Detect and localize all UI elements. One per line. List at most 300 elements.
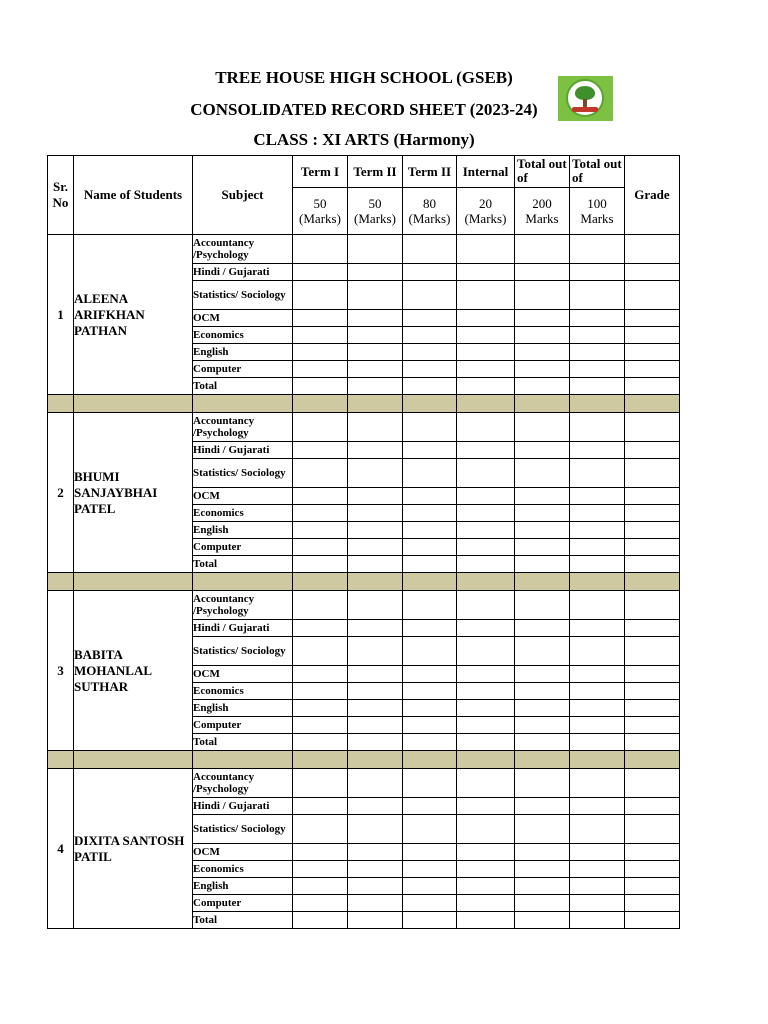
separator-cell (570, 751, 625, 769)
marks-entry-cell[interactable] (403, 844, 457, 861)
marks-entry-cell[interactable] (403, 310, 457, 327)
marks-entry-cell[interactable] (625, 281, 680, 310)
class-line: CLASS : XI ARTS (Harmony) (253, 130, 475, 149)
marks-entry-cell[interactable] (348, 488, 403, 505)
marks-entry-cell[interactable] (570, 264, 625, 281)
marks-entry-cell[interactable] (293, 620, 348, 637)
marks-entry-cell[interactable] (515, 815, 570, 844)
marks-entry-cell[interactable] (403, 734, 457, 751)
marks-entry-cell[interactable] (457, 344, 515, 361)
marks-entry-cell[interactable] (515, 361, 570, 378)
marks-entry-cell[interactable] (625, 361, 680, 378)
marks-entry-cell[interactable] (348, 637, 403, 666)
separator-cell (193, 573, 293, 591)
marks-entry-cell[interactable] (403, 861, 457, 878)
marks-entry-cell[interactable] (293, 361, 348, 378)
marks-entry-cell[interactable] (403, 700, 457, 717)
sheet-title: CONSOLIDATED RECORD SHEET (2023-24) (190, 100, 538, 119)
marks-entry-cell[interactable] (348, 505, 403, 522)
marks-entry-cell[interactable] (293, 717, 348, 734)
marks-entry-cell[interactable] (348, 591, 403, 620)
marks-entry-cell[interactable] (625, 327, 680, 344)
marks-entry-cell[interactable] (293, 310, 348, 327)
marks-entry-cell[interactable] (293, 591, 348, 620)
separator-cell (293, 573, 348, 591)
record-table (47, 155, 680, 929)
term-header: Term II (403, 156, 457, 188)
marks-entry-cell[interactable] (403, 264, 457, 281)
marks-entry-cell[interactable] (515, 442, 570, 459)
marks-entry-cell[interactable] (348, 861, 403, 878)
marks-entry-cell[interactable] (293, 734, 348, 751)
marks-entry-cell[interactable] (570, 413, 625, 442)
marks-entry-cell[interactable] (293, 769, 348, 798)
logo-trunk (583, 99, 587, 107)
marks-entry-cell[interactable] (293, 666, 348, 683)
marks-entry-cell[interactable] (625, 798, 680, 815)
table-row (48, 235, 680, 264)
marks-entry-cell[interactable] (457, 556, 515, 573)
marks-entry-cell[interactable] (457, 522, 515, 539)
marks-entry-cell[interactable] (625, 861, 680, 878)
subject-cell: Computer (193, 539, 293, 556)
marks-entry-cell[interactable] (570, 878, 625, 895)
separator-cell (74, 395, 193, 413)
marks-entry-cell[interactable] (515, 459, 570, 488)
marks-entry-cell[interactable] (515, 539, 570, 556)
subject-cell: Total (193, 734, 293, 751)
subject-cell: Accountancy /Psychology (193, 591, 293, 620)
marks-entry-cell[interactable] (570, 488, 625, 505)
marks-entry-cell[interactable] (570, 522, 625, 539)
marks-header: 50 (Marks) (348, 188, 403, 235)
marks-entry-cell[interactable] (570, 861, 625, 878)
separator-cell (48, 751, 74, 769)
marks-entry-cell[interactable] (515, 505, 570, 522)
separator-cell (570, 395, 625, 413)
separator-cell (403, 573, 457, 591)
marks-entry-cell[interactable] (457, 637, 515, 666)
marks-entry-cell[interactable] (293, 878, 348, 895)
marks-entry-cell[interactable] (515, 912, 570, 929)
marks-entry-cell[interactable] (625, 700, 680, 717)
marks-entry-cell[interactable] (625, 666, 680, 683)
marks-entry-cell[interactable] (348, 620, 403, 637)
marks-entry-cell[interactable] (515, 327, 570, 344)
marks-entry-cell[interactable] (570, 666, 625, 683)
marks-entry-cell[interactable] (515, 281, 570, 310)
marks-entry-cell[interactable] (515, 378, 570, 395)
separator-cell (515, 751, 570, 769)
subject-cell: Accountancy /Psychology (193, 413, 293, 442)
marks-entry-cell[interactable] (625, 717, 680, 734)
marks-entry-cell[interactable] (570, 844, 625, 861)
subject-cell: Total (193, 556, 293, 573)
marks-entry-cell[interactable] (293, 378, 348, 395)
marks-entry-cell[interactable] (515, 556, 570, 573)
subject-cell: English (193, 344, 293, 361)
marks-header: 100 Marks (570, 188, 625, 235)
marks-entry-cell[interactable] (348, 734, 403, 751)
marks-entry-cell[interactable] (457, 591, 515, 620)
marks-entry-cell[interactable] (515, 637, 570, 666)
student-name: BABITA MOHANLAL SUTHAR (74, 591, 193, 751)
marks-entry-cell[interactable] (515, 683, 570, 700)
marks-entry-cell[interactable] (403, 488, 457, 505)
marks-entry-cell[interactable] (403, 717, 457, 734)
marks-entry-cell[interactable] (515, 666, 570, 683)
separator-cell (293, 751, 348, 769)
marks-entry-cell[interactable] (625, 895, 680, 912)
marks-entry-cell[interactable] (625, 459, 680, 488)
marks-entry-cell[interactable] (403, 327, 457, 344)
marks-entry-cell[interactable] (403, 798, 457, 815)
marks-entry-cell[interactable] (570, 378, 625, 395)
marks-entry-cell[interactable] (570, 717, 625, 734)
marks-entry-cell[interactable] (625, 310, 680, 327)
marks-entry-cell[interactable] (403, 591, 457, 620)
separator-row (48, 751, 680, 769)
marks-entry-cell[interactable] (293, 264, 348, 281)
serial-number: 4 (48, 769, 74, 929)
marks-entry-cell[interactable] (348, 361, 403, 378)
separator-cell (193, 751, 293, 769)
marks-entry-cell[interactable] (457, 539, 515, 556)
marks-entry-cell[interactable] (348, 442, 403, 459)
marks-entry-cell[interactable] (625, 235, 680, 264)
marks-entry-cell[interactable] (625, 344, 680, 361)
marks-entry-cell[interactable] (515, 769, 570, 798)
marks-entry-cell[interactable] (625, 264, 680, 281)
marks-entry-cell[interactable] (457, 683, 515, 700)
separator-cell (625, 395, 680, 413)
marks-entry-cell[interactable] (403, 281, 457, 310)
marks-entry-cell[interactable] (403, 539, 457, 556)
marks-entry-cell[interactable] (457, 700, 515, 717)
logo-ribbon (572, 107, 598, 112)
marks-entry-cell[interactable] (625, 620, 680, 637)
separator-cell (48, 573, 74, 591)
marks-entry-cell[interactable] (625, 413, 680, 442)
marks-entry-cell[interactable] (570, 798, 625, 815)
marks-entry-cell[interactable] (348, 378, 403, 395)
marks-entry-cell[interactable] (570, 442, 625, 459)
marks-entry-cell[interactable] (625, 522, 680, 539)
marks-entry-cell[interactable] (403, 895, 457, 912)
marks-entry-cell[interactable] (293, 683, 348, 700)
marks-entry-cell[interactable] (515, 844, 570, 861)
marks-entry-cell[interactable] (625, 442, 680, 459)
subject-cell: Total (193, 912, 293, 929)
marks-entry-cell[interactable] (625, 488, 680, 505)
term-header: Term I (293, 156, 348, 188)
marks-entry-cell[interactable] (457, 413, 515, 442)
marks-entry-cell[interactable] (293, 700, 348, 717)
marks-entry-cell[interactable] (348, 895, 403, 912)
separator-cell (457, 573, 515, 591)
marks-entry-cell[interactable] (515, 310, 570, 327)
marks-entry-cell[interactable] (570, 459, 625, 488)
marks-entry-cell[interactable] (625, 769, 680, 798)
subject-cell: Hindi / Gujarati (193, 442, 293, 459)
marks-entry-cell[interactable] (515, 344, 570, 361)
marks-entry-cell[interactable] (457, 442, 515, 459)
marks-entry-cell[interactable] (515, 413, 570, 442)
marks-entry-cell[interactable] (293, 844, 348, 861)
separator-cell (570, 573, 625, 591)
marks-entry-cell[interactable] (457, 281, 515, 310)
marks-entry-cell[interactable] (293, 912, 348, 929)
student-name: ALEENA ARIFKHAN PATHAN (74, 235, 193, 395)
record-body (48, 235, 680, 929)
marks-header: 200 Marks (515, 188, 570, 235)
marks-entry-cell[interactable] (403, 344, 457, 361)
marks-entry-cell[interactable] (457, 620, 515, 637)
marks-entry-cell[interactable] (515, 264, 570, 281)
subject-cell: OCM (193, 844, 293, 861)
separator-cell (74, 751, 193, 769)
marks-entry-cell[interactable] (625, 505, 680, 522)
marks-entry-cell[interactable] (625, 556, 680, 573)
marks-entry-cell[interactable] (625, 844, 680, 861)
table-row (48, 413, 680, 442)
marks-entry-cell[interactable] (403, 815, 457, 844)
marks-entry-cell[interactable] (457, 310, 515, 327)
marks-entry-cell[interactable] (457, 378, 515, 395)
marks-entry-cell[interactable] (457, 861, 515, 878)
marks-entry-cell[interactable] (570, 683, 625, 700)
marks-entry-cell[interactable] (457, 327, 515, 344)
marks-entry-cell[interactable] (293, 522, 348, 539)
marks-entry-cell[interactable] (625, 539, 680, 556)
marks-header: 20 (Marks) (457, 188, 515, 235)
marks-entry-cell[interactable] (293, 344, 348, 361)
marks-entry-cell[interactable] (403, 666, 457, 683)
marks-entry-cell[interactable] (515, 488, 570, 505)
subject-cell: Statistics/ Sociology (193, 281, 293, 310)
marks-entry-cell[interactable] (403, 637, 457, 666)
marks-entry-cell[interactable] (570, 895, 625, 912)
marks-entry-cell[interactable] (457, 459, 515, 488)
marks-entry-cell[interactable] (625, 591, 680, 620)
marks-entry-cell[interactable] (570, 539, 625, 556)
marks-entry-cell[interactable] (570, 361, 625, 378)
marks-entry-cell[interactable] (515, 878, 570, 895)
marks-entry-cell[interactable] (348, 264, 403, 281)
marks-entry-cell[interactable] (348, 522, 403, 539)
marks-entry-cell[interactable] (570, 281, 625, 310)
marks-entry-cell[interactable] (348, 666, 403, 683)
marks-entry-cell[interactable] (403, 361, 457, 378)
marks-entry-cell[interactable] (625, 878, 680, 895)
name-header: Name of Students (74, 156, 193, 235)
marks-entry-cell[interactable] (570, 769, 625, 798)
term-header: Internal (457, 156, 515, 188)
marks-entry-cell[interactable] (403, 378, 457, 395)
marks-entry-cell[interactable] (570, 505, 625, 522)
marks-entry-cell[interactable] (348, 798, 403, 815)
marks-entry-cell[interactable] (293, 327, 348, 344)
marks-entry-cell[interactable] (403, 505, 457, 522)
marks-entry-cell[interactable] (515, 235, 570, 264)
marks-entry-cell[interactable] (570, 556, 625, 573)
marks-entry-cell[interactable] (348, 235, 403, 264)
marks-entry-cell[interactable] (457, 798, 515, 815)
marks-entry-cell[interactable] (457, 769, 515, 798)
separator-cell (348, 395, 403, 413)
marks-entry-cell[interactable] (515, 734, 570, 751)
marks-entry-cell[interactable] (293, 505, 348, 522)
marks-entry-cell[interactable] (457, 878, 515, 895)
marks-entry-cell[interactable] (457, 505, 515, 522)
marks-entry-cell[interactable] (348, 844, 403, 861)
marks-entry-cell[interactable] (625, 912, 680, 929)
marks-entry-cell[interactable] (515, 591, 570, 620)
serial-number: 1 (48, 235, 74, 395)
marks-entry-cell[interactable] (348, 413, 403, 442)
marks-entry-cell[interactable] (293, 861, 348, 878)
marks-entry-cell[interactable] (457, 717, 515, 734)
marks-entry-cell[interactable] (403, 769, 457, 798)
subject-cell: Accountancy /Psychology (193, 769, 293, 798)
marks-entry-cell[interactable] (348, 683, 403, 700)
marks-entry-cell[interactable] (625, 378, 680, 395)
marks-entry-cell[interactable] (403, 683, 457, 700)
marks-entry-cell[interactable] (625, 815, 680, 844)
subject-header: Subject (193, 156, 293, 235)
marks-entry-cell[interactable] (457, 895, 515, 912)
separator-cell (348, 751, 403, 769)
marks-entry-cell[interactable] (570, 591, 625, 620)
grade-header: Grade (625, 156, 680, 235)
marks-entry-cell[interactable] (457, 912, 515, 929)
marks-entry-cell[interactable] (457, 734, 515, 751)
marks-entry-cell[interactable] (293, 281, 348, 310)
marks-entry-cell[interactable] (348, 344, 403, 361)
separator-cell (457, 751, 515, 769)
marks-entry-cell[interactable] (570, 310, 625, 327)
marks-entry-cell[interactable] (293, 442, 348, 459)
marks-entry-cell[interactable] (515, 620, 570, 637)
marks-entry-cell[interactable] (403, 556, 457, 573)
marks-entry-cell[interactable] (570, 235, 625, 264)
term-header: Term II (348, 156, 403, 188)
marks-entry-cell[interactable] (570, 344, 625, 361)
marks-entry-cell[interactable] (625, 637, 680, 666)
marks-entry-cell[interactable] (403, 620, 457, 637)
marks-entry-cell[interactable] (403, 912, 457, 929)
marks-entry-cell[interactable] (570, 912, 625, 929)
subject-cell: Total (193, 378, 293, 395)
separator-cell (348, 573, 403, 591)
header-row (48, 156, 680, 188)
marks-entry-cell[interactable] (403, 235, 457, 264)
marks-entry-cell[interactable] (570, 815, 625, 844)
marks-entry-cell[interactable] (293, 556, 348, 573)
marks-entry-cell[interactable] (293, 637, 348, 666)
marks-entry-cell[interactable] (403, 878, 457, 895)
subject-cell: Hindi / Gujarati (193, 620, 293, 637)
separator-cell (293, 395, 348, 413)
marks-entry-cell[interactable] (570, 700, 625, 717)
marks-entry-cell[interactable] (293, 539, 348, 556)
marks-header: 50 (Marks) (293, 188, 348, 235)
marks-entry-cell[interactable] (348, 700, 403, 717)
marks-entry-cell[interactable] (515, 895, 570, 912)
subject-cell: OCM (193, 488, 293, 505)
marks-entry-cell[interactable] (403, 459, 457, 488)
marks-entry-cell[interactable] (348, 310, 403, 327)
marks-entry-cell[interactable] (293, 815, 348, 844)
marks-entry-cell[interactable] (293, 488, 348, 505)
marks-entry-cell[interactable] (293, 895, 348, 912)
marks-entry-cell[interactable] (348, 539, 403, 556)
separator-cell (625, 573, 680, 591)
marks-entry-cell[interactable] (293, 798, 348, 815)
separator-row (48, 395, 680, 413)
marks-entry-cell[interactable] (348, 878, 403, 895)
marks-entry-cell[interactable] (403, 522, 457, 539)
marks-entry-cell[interactable] (348, 912, 403, 929)
marks-entry-cell[interactable] (570, 637, 625, 666)
marks-entry-cell[interactable] (515, 798, 570, 815)
subject-cell: Statistics/ Sociology (193, 637, 293, 666)
marks-entry-cell[interactable] (348, 717, 403, 734)
marks-entry-cell[interactable] (570, 734, 625, 751)
separator-cell (403, 395, 457, 413)
marks-entry-cell[interactable] (348, 556, 403, 573)
marks-entry-cell[interactable] (403, 442, 457, 459)
marks-entry-cell[interactable] (403, 413, 457, 442)
marks-entry-cell[interactable] (570, 620, 625, 637)
marks-entry-cell[interactable] (515, 717, 570, 734)
marks-entry-cell[interactable] (457, 488, 515, 505)
subject-cell: Economics (193, 505, 293, 522)
marks-entry-cell[interactable] (293, 459, 348, 488)
marks-entry-cell[interactable] (457, 666, 515, 683)
marks-entry-cell[interactable] (457, 264, 515, 281)
marks-entry-cell[interactable] (457, 844, 515, 861)
marks-entry-cell[interactable] (515, 861, 570, 878)
marks-entry-cell[interactable] (625, 683, 680, 700)
separator-cell (515, 573, 570, 591)
student-name: BHUMI SANJAYBHAI PATEL (74, 413, 193, 573)
separator-cell (403, 751, 457, 769)
marks-entry-cell[interactable] (457, 235, 515, 264)
logo-tree (575, 86, 595, 100)
serial-number: 2 (48, 413, 74, 573)
table-row (48, 591, 680, 620)
marks-entry-cell[interactable] (293, 413, 348, 442)
subject-cell: Economics (193, 861, 293, 878)
marks-entry-cell[interactable] (515, 522, 570, 539)
subject-cell: Statistics/ Sociology (193, 459, 293, 488)
marks-entry-cell[interactable] (348, 327, 403, 344)
separator-cell (193, 395, 293, 413)
marks-entry-cell[interactable] (348, 281, 403, 310)
marks-entry-cell[interactable] (293, 235, 348, 264)
marks-entry-cell[interactable] (348, 459, 403, 488)
marks-entry-cell[interactable] (625, 734, 680, 751)
marks-entry-cell[interactable] (348, 769, 403, 798)
marks-entry-cell[interactable] (457, 361, 515, 378)
marks-entry-cell[interactable] (570, 327, 625, 344)
marks-entry-cell[interactable] (457, 815, 515, 844)
subject-cell: English (193, 522, 293, 539)
marks-entry-cell[interactable] (348, 815, 403, 844)
marks-entry-cell[interactable] (515, 700, 570, 717)
school-name: TREE HOUSE HIGH SCHOOL (GSEB) (215, 68, 513, 87)
